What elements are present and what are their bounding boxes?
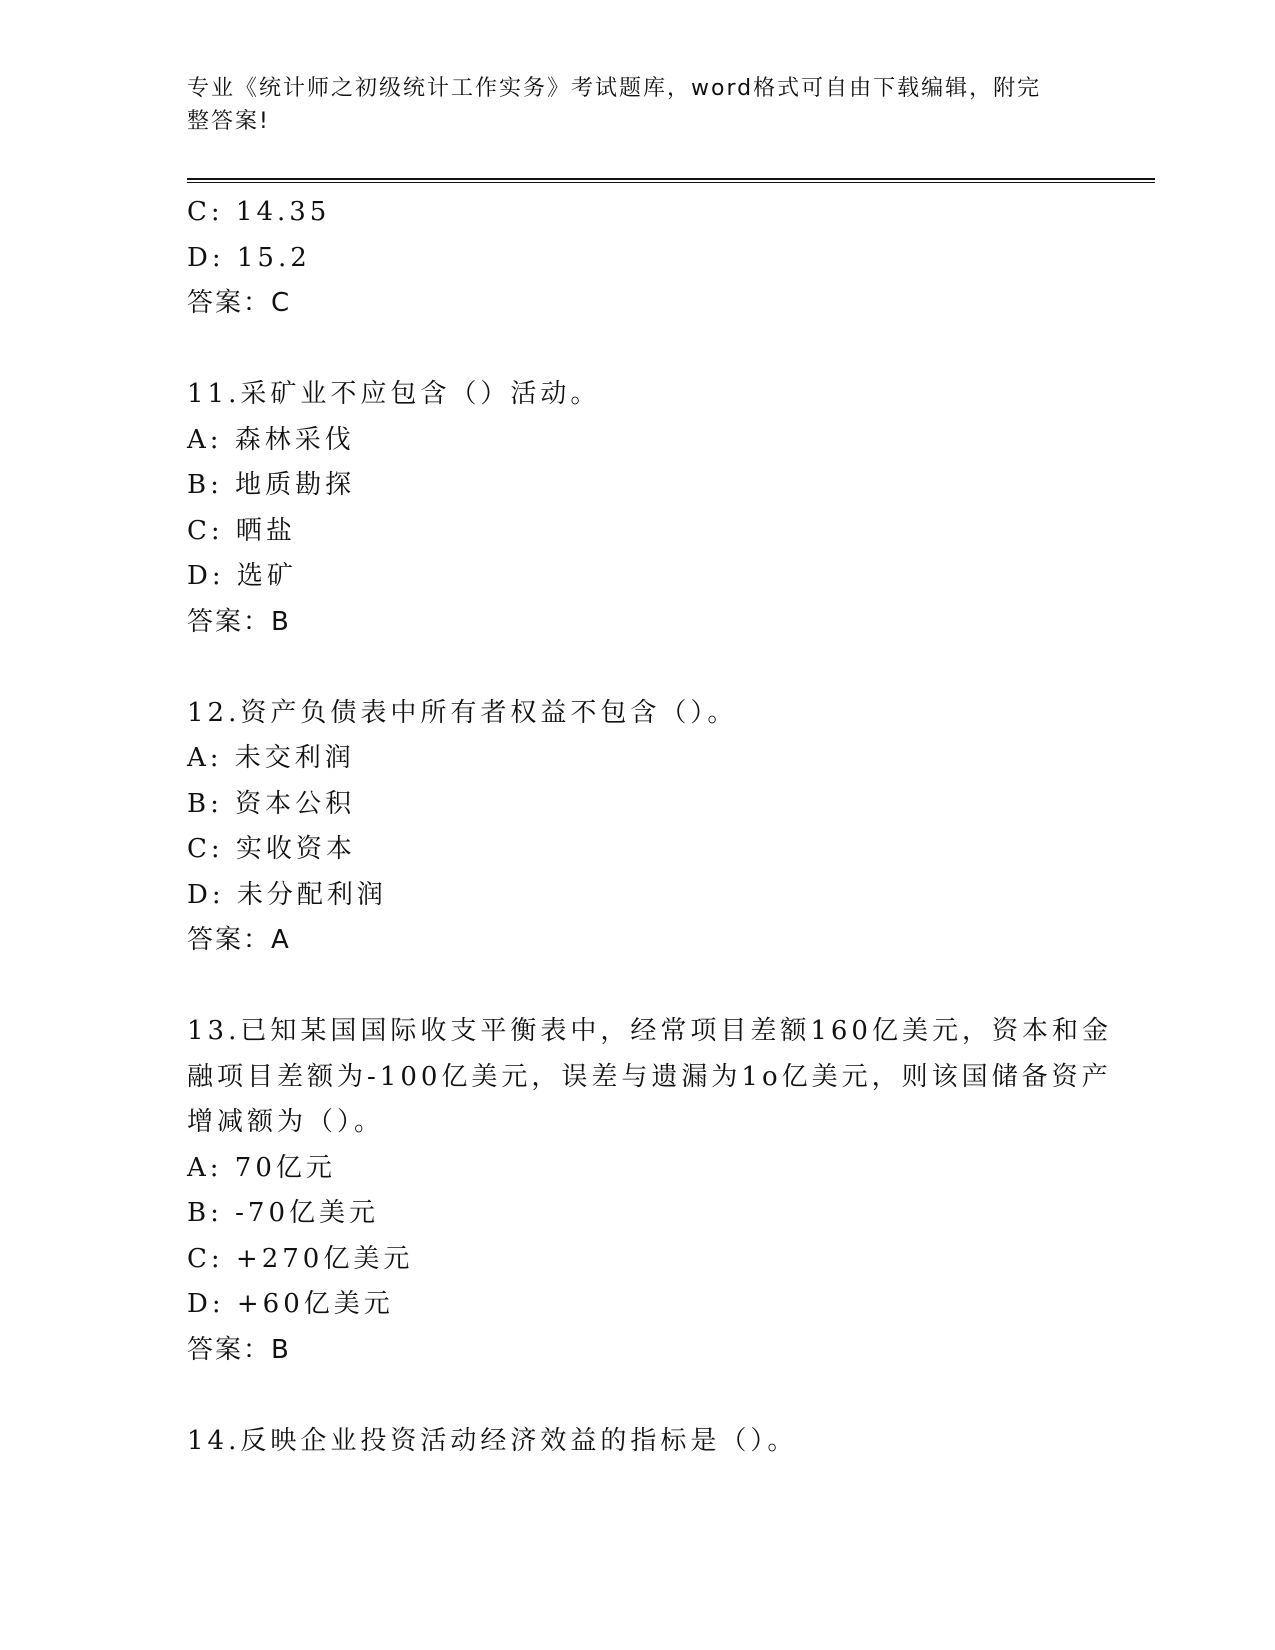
question-stem-line-2: 融项目差额为-100亿美元，误差与遗漏为1o亿美元，则该国储备资产 — [187, 1061, 1112, 1092]
question-list — [187, 190, 1112, 1464]
question-11 — [187, 372, 1087, 645]
header-line-1: 专业《统计师之初级统计工作实务》考试题库，word格式可自由下载编辑，附完 — [187, 76, 1042, 101]
option-d: D: 选矿 — [187, 561, 297, 591]
question-stem-line-1: 13.已知某国国际收支平衡表中，经常项目差额160亿美元，资本和金 — [187, 1016, 1112, 1046]
option-a: A: 70亿元 — [187, 1152, 336, 1183]
spacer — [187, 327, 1087, 373]
option-b: B: 资本公积 — [187, 788, 356, 819]
question-12 — [187, 691, 1087, 964]
question-stem: 14.反映企业投资活动经济效益的指标是（）。 — [187, 1425, 798, 1456]
question-stem: 12.资产负债表中所有者权益不包含（）。 — [187, 697, 738, 728]
option-c: C: 晒盐 — [187, 515, 296, 546]
option-c: C: 实收资本 — [187, 834, 356, 864]
option-a: A: 森林采伐 — [187, 424, 355, 455]
spacer — [187, 1373, 1087, 1419]
option-d: D: 未分配利润 — [187, 879, 387, 910]
answer-line: 答案：A — [187, 925, 291, 955]
spacer — [187, 964, 1087, 1010]
option-b: B: 地质勘探 — [187, 470, 356, 500]
question-13 — [187, 1009, 1112, 1373]
spacer — [187, 645, 1087, 691]
option-b: B: -70亿美元 — [187, 1198, 380, 1228]
question-stem: 11.采矿业不应包含（）活动。 — [187, 379, 601, 409]
document-header — [187, 72, 1087, 138]
answer-line: 答案：B — [187, 606, 291, 637]
question-14 — [187, 1419, 1087, 1465]
option-c: C: +270亿美元 — [187, 1243, 414, 1274]
header-divider — [187, 178, 1155, 183]
previous-question-tail — [187, 190, 1087, 327]
answer-line: 答案：C — [187, 288, 292, 318]
option-c: C: 14.35 — [187, 197, 331, 227]
answer-line: 答案：B — [187, 1334, 291, 1365]
option-d: D: +60亿美元 — [187, 1289, 394, 1319]
question-stem-line-3: 增减额为（）。 — [187, 1107, 385, 1137]
option-a: A: 未交利润 — [187, 743, 355, 773]
option-d: D: 15.2 — [187, 242, 311, 273]
header-line-2: 整答案! — [187, 109, 270, 134]
